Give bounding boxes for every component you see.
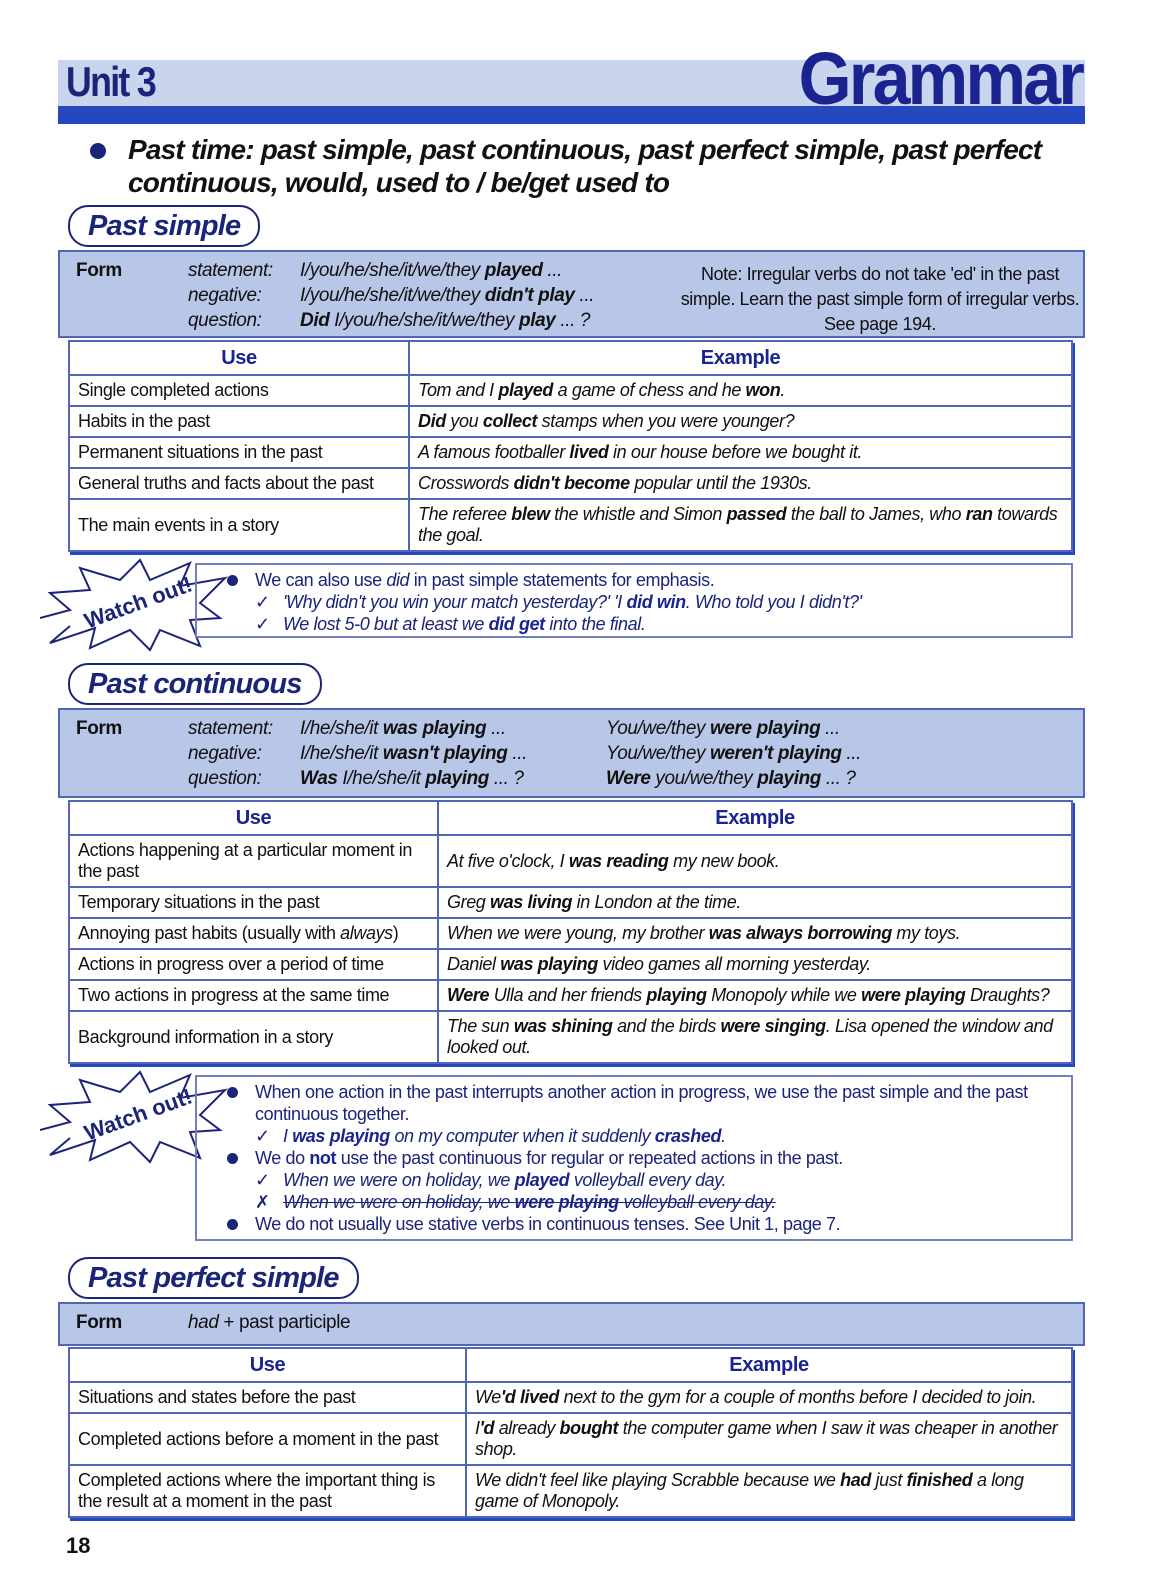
- watch-out-bad: ✗ When we were on holiday, we were playing volleyball every day.: [255, 1192, 776, 1212]
- page-title: Grammar: [798, 37, 1082, 120]
- example-cell: At five o'clock, I was reading my new book.: [438, 835, 1072, 887]
- table-header-row: [69, 801, 1072, 835]
- header-use: Use: [69, 341, 409, 375]
- form-row-key: question:: [188, 768, 262, 789]
- use-table-past-continuous: [68, 800, 1073, 1064]
- form-row-pattern-plural: Were you/we/they playing ... ?: [606, 768, 856, 789]
- table-header-row: [69, 1348, 1072, 1382]
- form-row: [188, 1312, 350, 1337]
- table-row: [69, 375, 1072, 406]
- table-row: [69, 499, 1072, 551]
- form-row-pattern: had + past participle: [188, 1312, 351, 1333]
- watch-out-bullet: We do not use the past continuous for regular or repeated actions in the past.: [255, 1147, 1061, 1169]
- table-row: [69, 887, 1072, 918]
- table-row: [69, 1382, 1072, 1413]
- form-row: [188, 743, 527, 768]
- header-use: Use: [69, 1348, 466, 1382]
- header-example: Example: [409, 341, 1072, 375]
- watch-out-bullet: When one action in the past interrupts another action in progress, we use the past simple and the past continuous together.: [255, 1081, 1061, 1125]
- use-cell: Temporary situations in the past: [69, 887, 438, 918]
- section-title-past-perfect-simple: Past perfect simple: [68, 1257, 359, 1299]
- use-cell: Completed actions where the important thing is the result at a moment in the past: [69, 1465, 466, 1517]
- table-row: [69, 918, 1072, 949]
- table-row: [69, 1413, 1072, 1465]
- form-row-key: statement:: [188, 718, 273, 739]
- use-cell: Permanent situations in the past: [69, 437, 409, 468]
- watch-out-bullet: We do not usually use stative verbs in continuous tenses. See Unit 1, page 7.: [255, 1213, 1061, 1235]
- watch-out-bullet: We can also use did in past simple statements for emphasis.: [255, 569, 1061, 591]
- form-label: Form: [76, 718, 122, 739]
- form-row-pattern: I/you/he/she/it/we/they didn't play ...: [300, 285, 595, 306]
- form-row: [188, 310, 590, 335]
- cross-icon: ✗: [255, 1192, 270, 1212]
- use-cell: Annoying past habits (usually with always): [69, 918, 438, 949]
- use-cell: Actions happening at a particular moment in the past: [69, 835, 438, 887]
- check-icon: ✓: [255, 1170, 270, 1190]
- section-title-past-continuous: Past continuous: [68, 663, 322, 705]
- table-header-row: [69, 341, 1072, 375]
- table-row: [69, 835, 1072, 887]
- header-example: Example: [438, 801, 1072, 835]
- example-cell: When we were young, my brother was always borrowing my toys.: [438, 918, 1072, 949]
- example-cell: Tom and I played a game of chess and he won.: [409, 375, 1072, 406]
- use-table-past-perfect-simple: [68, 1347, 1073, 1518]
- check-icon: ✓: [255, 614, 270, 634]
- watch-out-box-past-simple: [195, 563, 1073, 638]
- unit-label: Unit 3: [66, 58, 155, 105]
- example-cell: Daniel was playing video games all morning yesterday.: [438, 949, 1072, 980]
- table-row: [69, 468, 1072, 499]
- example-cell: We'd lived next to the gym for a couple of months before I decided to join.: [466, 1382, 1072, 1413]
- use-cell: Completed actions before a moment in the past: [69, 1413, 466, 1465]
- topic-heading: Past time: past simple, past continuous, past perfect simple, past perfect continuous, would, used to / be/get used to: [90, 133, 1090, 199]
- table-row: [69, 406, 1072, 437]
- example-cell: Crosswords didn't become popular until the 1930s.: [409, 468, 1072, 499]
- form-row-pattern-plural: You/we/they weren't playing ...: [606, 743, 862, 764]
- watch-out-badge: Watch out!: [40, 1070, 230, 1165]
- example-cell: We didn't feel like playing Scrabble because we had just finished a long game of Monopoly.: [466, 1465, 1072, 1517]
- form-row-pattern: I/he/she/it was playing ...: [300, 718, 506, 739]
- table-row: [69, 1465, 1072, 1517]
- check-icon: ✓: [255, 1126, 270, 1146]
- form-row-pattern: I/you/he/she/it/we/they played ...: [300, 260, 563, 281]
- form-row: [188, 260, 562, 285]
- form-box-past-simple: [58, 250, 1085, 338]
- use-cell: Habits in the past: [69, 406, 409, 437]
- watch-out-box-past-continuous: [195, 1075, 1073, 1241]
- form-box-past-perfect-simple: [58, 1302, 1085, 1346]
- use-cell: Situations and states before the past: [69, 1382, 466, 1413]
- watch-out-ok: ✓ 'Why didn't you win your match yesterday?' 'I did win. Who told you I didn't?': [255, 592, 862, 612]
- use-cell: Background information in a story: [69, 1011, 438, 1063]
- example-cell: Did you collect stamps when you were younger?: [409, 406, 1072, 437]
- form-row: [188, 718, 506, 743]
- example-cell: Were Ulla and her friends playing Monopoly while we were playing Draughts?: [438, 980, 1072, 1011]
- bullet-icon: [90, 143, 106, 159]
- example-cell: The sun was shining and the birds were singing. Lisa opened the window and looked out.: [438, 1011, 1072, 1063]
- use-cell: General truths and facts about the past: [69, 468, 409, 499]
- use-table-past-simple: [68, 340, 1073, 552]
- form-row-key: negative:: [188, 743, 262, 764]
- section-title-past-simple: Past simple: [68, 205, 260, 247]
- form-row-pattern: Did I/you/he/she/it/we/they play ... ?: [300, 310, 591, 331]
- form-row-key: negative:: [188, 285, 262, 306]
- watch-out-ok: ✓ We lost 5-0 but at least we did get into the final.: [255, 614, 646, 634]
- use-cell: Two actions in progress at the same time: [69, 980, 438, 1011]
- form-row-key: statement:: [188, 260, 273, 281]
- page-number: 18: [66, 1533, 91, 1558]
- use-cell: The main events in a story: [69, 499, 409, 551]
- form-row: [188, 285, 594, 310]
- example-cell: Greg was living in London at the time.: [438, 887, 1072, 918]
- form-row: [188, 768, 524, 793]
- form-label: Form: [76, 1312, 122, 1333]
- form-row-pattern: I/he/she/it wasn't playing ...: [300, 743, 527, 764]
- form-label: Form: [76, 260, 122, 281]
- use-cell: Single completed actions: [69, 375, 409, 406]
- example-cell: I'd already bought the computer game when I saw it was cheaper in another shop.: [466, 1413, 1072, 1465]
- watch-out-ok: ✓ I was playing on my computer when it suddenly crashed.: [255, 1126, 726, 1146]
- table-row: [69, 980, 1072, 1011]
- form-row-key: question:: [188, 310, 262, 331]
- example-cell: A famous footballer lived in our house before we bought it.: [409, 437, 1072, 468]
- example-cell: The referee blew the whistle and Simon passed the ball to James, who ran towards the goal.: [409, 499, 1072, 551]
- table-row: [69, 1011, 1072, 1063]
- check-icon: ✓: [255, 592, 270, 612]
- watch-out-badge: Watch out!: [40, 558, 230, 653]
- header-example: Example: [466, 1348, 1072, 1382]
- form-row-pattern-plural: You/we/they were playing ...: [606, 718, 840, 739]
- watch-out-ok: ✓ When we were on holiday, we played volleyball every day.: [255, 1170, 727, 1190]
- header-use: Use: [69, 801, 438, 835]
- form-box-past-continuous: [58, 708, 1085, 798]
- table-row: [69, 949, 1072, 980]
- use-cell: Actions in progress over a period of time: [69, 949, 438, 980]
- form-row-pattern: Was I/he/she/it playing ... ?: [300, 768, 524, 789]
- form-note: Note: Irregular verbs do not take 'ed' in the past simple. Learn the past simple form of irregular verbs. See page 194.: [680, 264, 1080, 334]
- table-row: [69, 437, 1072, 468]
